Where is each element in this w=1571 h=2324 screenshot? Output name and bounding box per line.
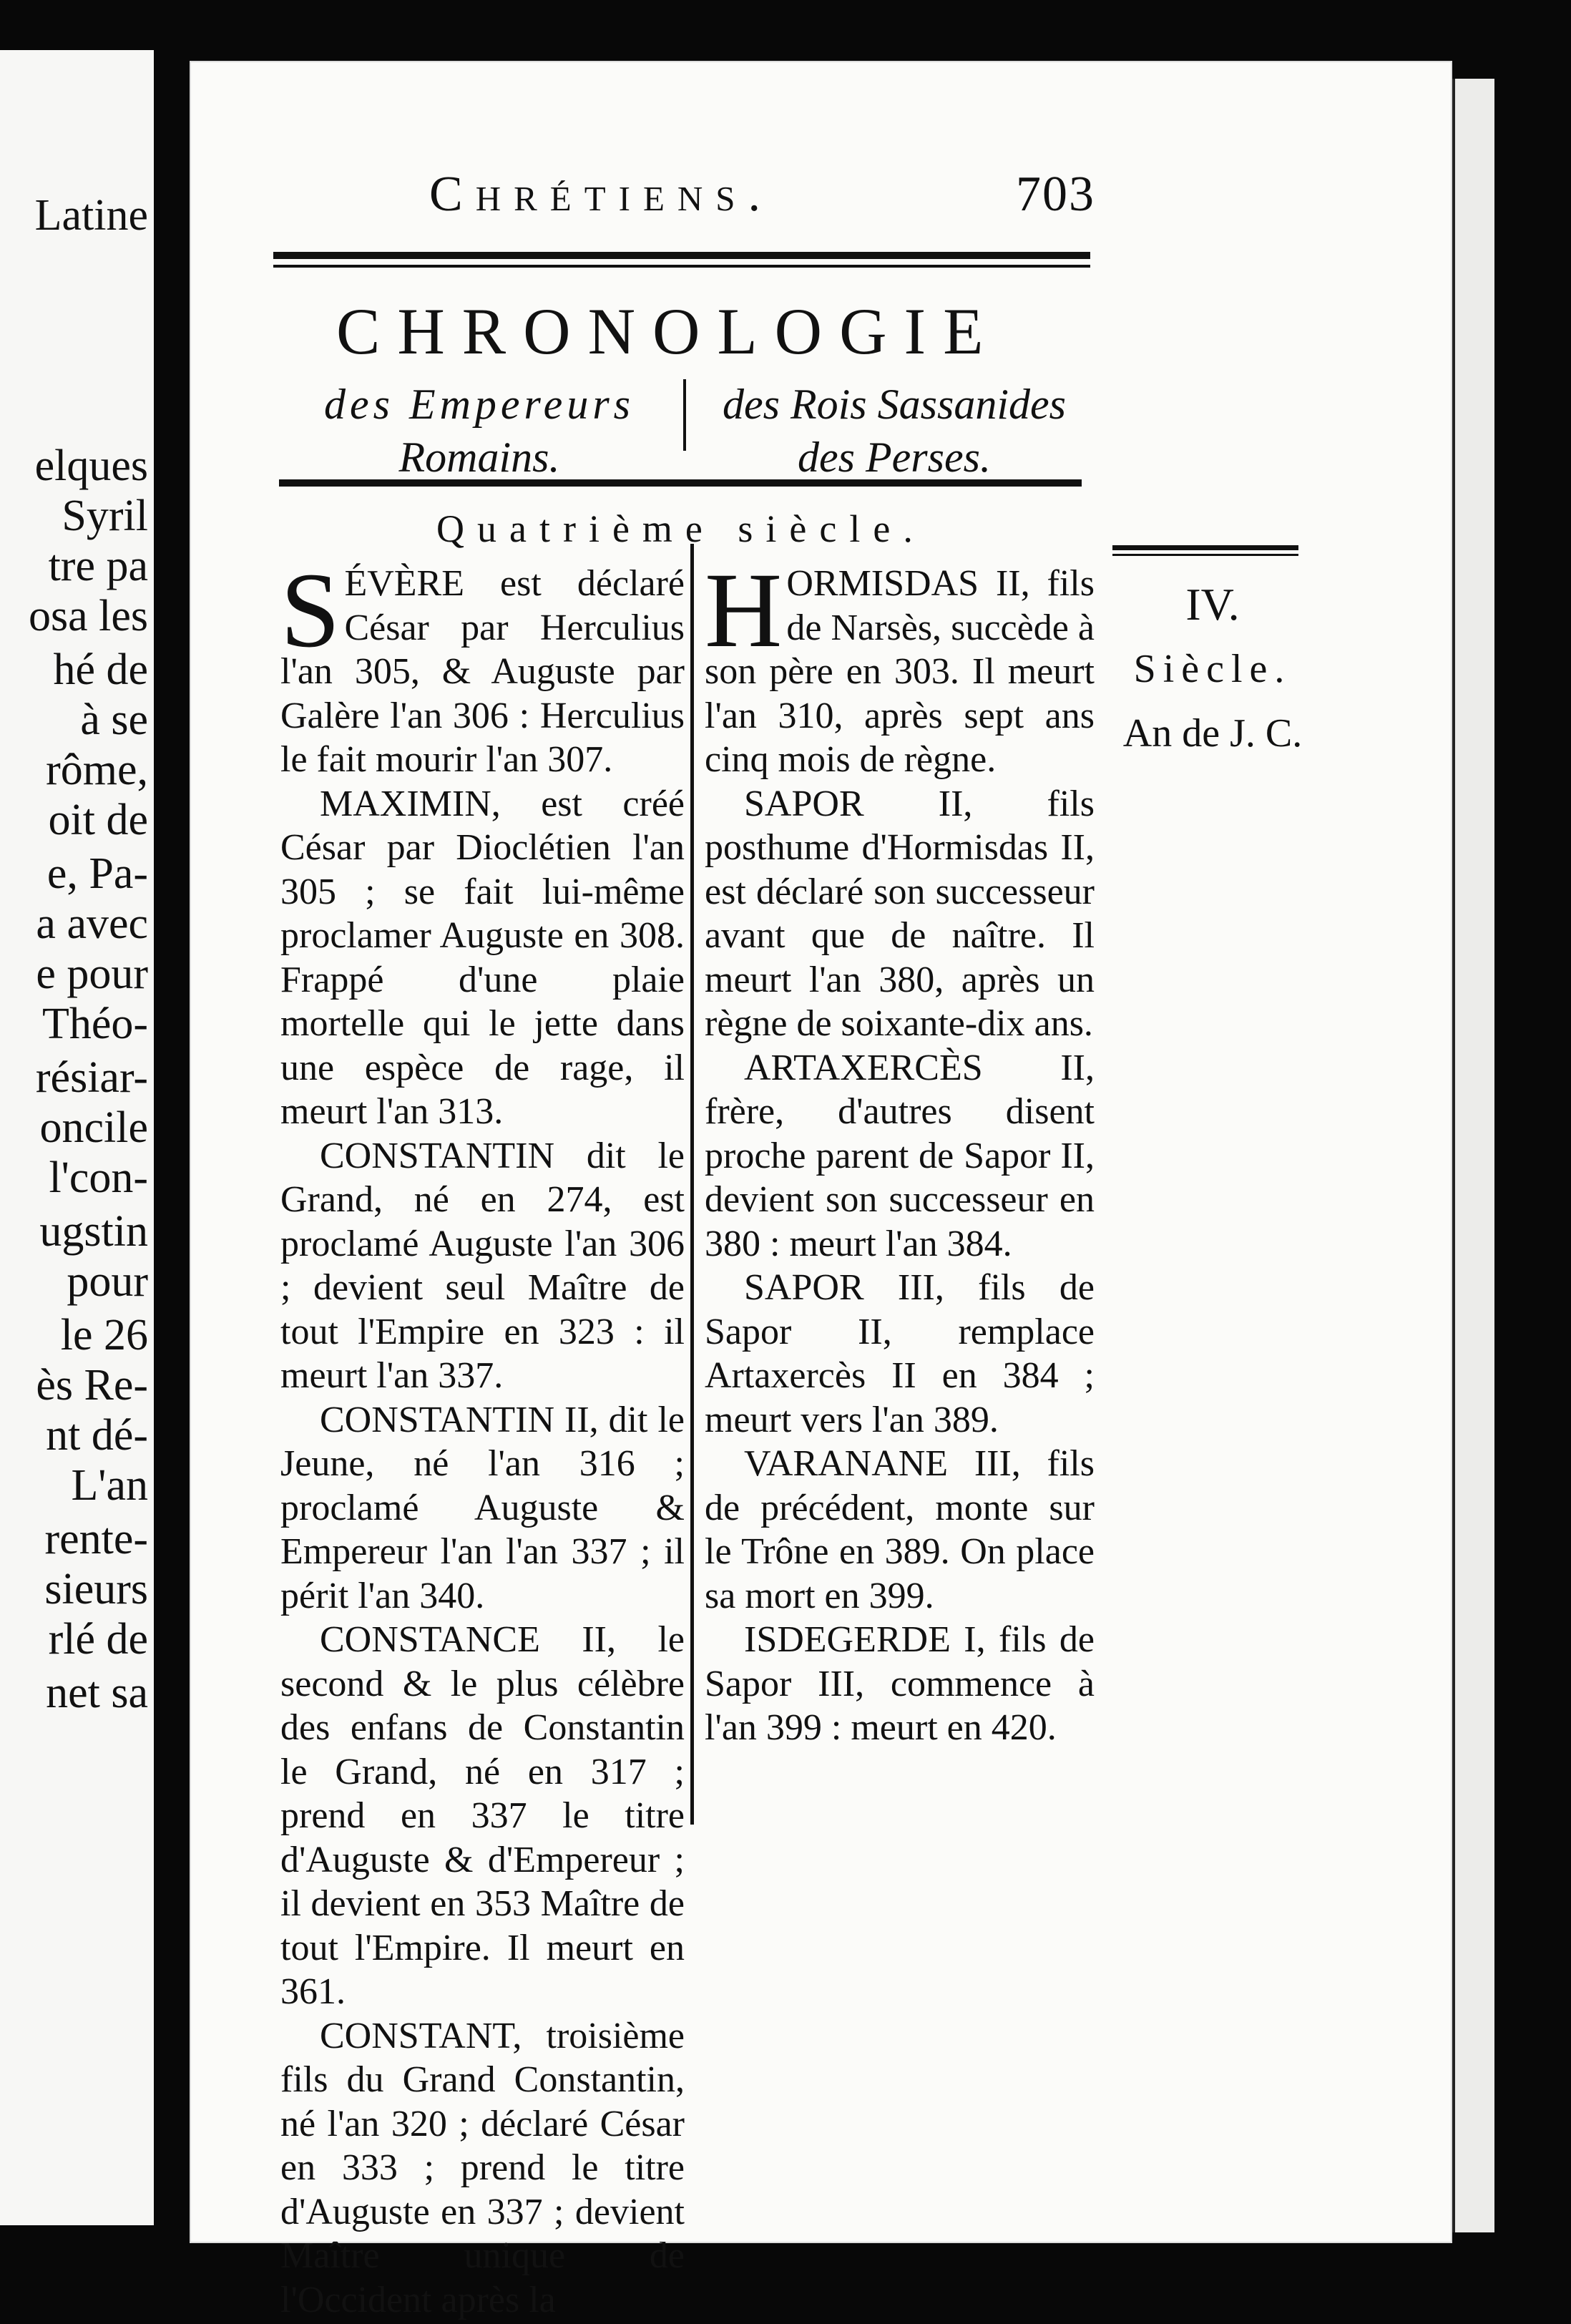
right-heading-line1: des Rois Sassanides [723, 381, 1066, 428]
previous-page-text-fragment: Latine [34, 191, 148, 240]
chronology-entry [280, 1618, 685, 2014]
previous-page-text-fragment: osa les [28, 592, 148, 640]
previous-page-text-fragment: elques [34, 441, 148, 490]
previous-page-text-fragment: e pour [36, 949, 148, 998]
previous-page-text-fragment: e, Pa- [47, 849, 148, 898]
previous-page-text-fragment: pour [67, 1257, 148, 1306]
left-heading-line2: Romains. [398, 434, 560, 481]
previous-page-text-fragment: Théo- [41, 1000, 148, 1048]
chronology-entry [705, 1046, 1095, 1266]
previous-page-text-fragment: résiar- [35, 1053, 148, 1102]
entry-text: ÉVÈRE est déclaré César par Herculius l'an 305, & Auguste par Galère l'an 306 : Herculius le fait mourir l'an 307. [280, 563, 685, 780]
margin-siecle: Siècle. [1133, 647, 1292, 691]
chronology-entry [705, 782, 1095, 1046]
chronology-entry [705, 1266, 1095, 1442]
page-number: 703 [1016, 167, 1095, 222]
previous-page-text-fragment: a avec [36, 899, 148, 948]
main-title: CHRONOLOGIE [336, 295, 1001, 368]
margin-rule [1112, 545, 1298, 556]
entry-text: CONSTANT, troisième fils du Grand Constantin, né l'an 320 ; déclaré César en 333 ; prend le titre d'Auguste en 337 ; devient Maître unique de l'Occident après la [280, 2015, 685, 2320]
heading-divider [683, 379, 686, 451]
previous-page-text-fragment: hé de [53, 645, 148, 694]
sassanid-kings-column [705, 551, 1095, 1750]
previous-page-text-fragment: rlé de [48, 1615, 148, 1664]
entry-text: SAPOR III, fils de Sapor II, remplace Artaxercès II en 384 ; meurt vers l'an 389. [705, 1267, 1095, 1440]
left-heading-line1: des Empereurs [323, 381, 635, 428]
previous-page-text-fragment: rôme, [46, 746, 148, 794]
entry-text: MAXIMIN, est créé César par Dioclétien l'an 305 ; se fait lui-même proclamer Auguste en 308. Frappé d'une plaie mortelle qui le jette dans une espèce de rage, il meurt l'an 313. [280, 783, 685, 1132]
left-column-heading [275, 378, 683, 484]
drop-cap: S [280, 551, 341, 670]
page-edge [1452, 79, 1494, 2232]
previous-page-text-fragment: net sa [46, 1669, 148, 1717]
previous-page-text-fragment: sieurs [44, 1565, 148, 1613]
margin-century-roman: IV. [1185, 579, 1240, 630]
previous-page-text-fragment: oncile [39, 1103, 148, 1152]
previous-page-fragment [0, 50, 154, 2225]
chronology-entry [705, 551, 1095, 782]
right-heading-line2: des Perses. [798, 434, 991, 481]
century-heading: Quatrième siècle. [436, 507, 926, 550]
column-divider [690, 544, 694, 1825]
entry-text: CONSTANTIN dit le Grand, né en 274, est proclamé Auguste l'an 306 ; devient seul Maître de tout l'Empire en 323 : il meurt l'an 337. [280, 1135, 685, 1396]
previous-page-text-fragment: L'an [71, 1461, 148, 1510]
chronology-entry [280, 1398, 685, 1618]
entry-text: ISDEGERDE I, fils de Sapor III, commence à l'an 399 : meurt en 420. [705, 1619, 1095, 1748]
running-head-title: Chrétiens. [429, 167, 774, 222]
entry-text: ORMISDAS II, fils de Narsès, succède à son père en 303. Il meurt l'an 310, après sept ans cinq mois de règne. [705, 563, 1095, 780]
margin-an-de-jc: An de J. C. [1122, 711, 1303, 756]
chronology-entry [280, 1134, 685, 1398]
previous-page-text-fragment: nt dé- [46, 1411, 148, 1460]
entry-text: ARTAXERCÈS II, frère, d'autres disent proche parent de Sapor II, devient son successeur en 380 : meurt l'an 384. [705, 1047, 1095, 1264]
entry-text: SAPOR II, fils posthume d'Hormisdas II, est déclaré son successeur avant que de naître. Il meurt l'an 380, après un règne de soixante-dix ans. [705, 783, 1095, 1044]
header-rule [273, 252, 1090, 268]
entry-text: CONSTANTIN II, dit le Jeune, né l'an 316 ; proclamé Auguste & Empereur l'an l'an 337 ; il périt l'an 340. [280, 1399, 685, 1616]
entry-text: VARANANE III, fils de précédent, monte sur le Trône en 389. On place sa mort en 399. [705, 1443, 1095, 1616]
previous-page-text-fragment: ès Re- [36, 1361, 148, 1410]
heading-rule [279, 479, 1082, 487]
chronology-entry [280, 2014, 685, 2323]
chronology-entry [280, 782, 685, 1134]
previous-page-text-fragment: oit de [48, 796, 148, 844]
margin-notes [1105, 572, 1320, 766]
drop-cap: H [705, 551, 783, 670]
chronology-entry [280, 551, 685, 782]
previous-page-text-fragment: le 26 [60, 1311, 148, 1359]
chronology-entry [705, 1618, 1095, 1750]
previous-page-text-fragment: tre pa [48, 542, 148, 590]
previous-page-text-fragment: l'con- [49, 1153, 148, 1202]
running-head [236, 166, 1095, 230]
previous-page-text-fragment: rente- [44, 1515, 148, 1563]
previous-page-text-fragment: ugstin [39, 1207, 148, 1256]
emperors-column [280, 551, 685, 2322]
right-column-heading [690, 378, 1098, 484]
chronology-entry [705, 1442, 1095, 1618]
previous-page-text-fragment: à se [80, 695, 148, 744]
previous-page-text-fragment: Syril [62, 492, 148, 540]
entry-text: CONSTANCE II, le second & le plus célèbre des enfans de Constantin le Grand, né en 317 ; prend en 337 le titre d'Auguste & d'Empereur ; il devient en 353 Maître de tout l'Empire. Il meurt en 361. [280, 1619, 685, 2012]
